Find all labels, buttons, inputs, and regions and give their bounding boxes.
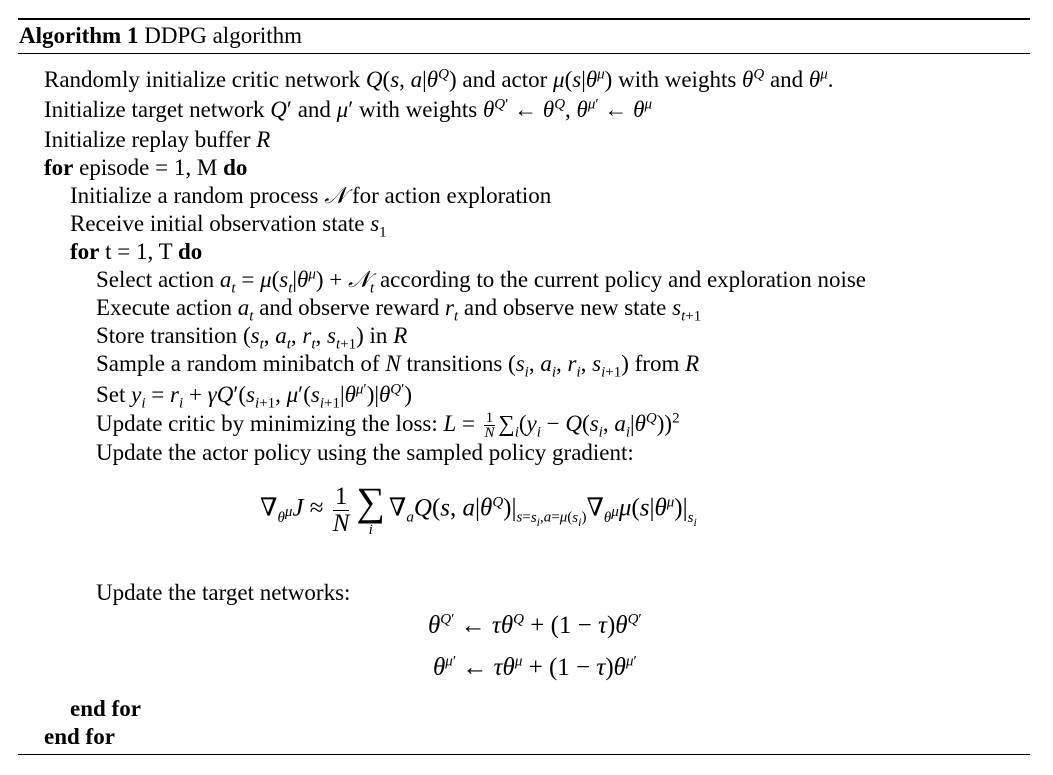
loop-episode: for episode = 1, M do <box>44 155 248 180</box>
algorithm-caption <box>19 21 302 51</box>
end-for-timestep: end for <box>70 696 141 721</box>
loop-timestep: for t = 1, T do <box>70 239 203 264</box>
step-receive-state: Receive initial observation state $s_1$ <box>70 211 387 241</box>
step-init-target: Initialize target network Q′ and μ′ with weights $\theta^{Q'}$ ← $\theta^Q$, $\theta^{\mu'}$ ← $\theta^\mu$ <box>44 96 653 122</box>
policy-gradient-equation: $\nabla_{\theta^\mu}J$ ≈ $\frac{1}{N}$ ∑ i $\nabla_aQ(s$, $a|\theta^Q)|_{s=s_i,a=\mu(s_i)}\nabla_{\theta^\mu}\mu(s|\theta^\mu)|_{s_i}$ <box>260 479 697 538</box>
step-init-critic-actor: Randomly initialize critic network Q(s, $a|\theta^Q$) and actor $\mu(s|\theta^\mu)$ with weights $\theta^Q$ and $\theta^\mu$. <box>44 66 834 92</box>
target-update-critic-equation: $\theta^{Q'}$ ← $\tau\theta^Q + (1 - \tau)\theta^{Q'}$ <box>428 611 642 639</box>
bottom-rule <box>18 754 1030 755</box>
step-set-target: Set $y_i = r_i + \gamma Q'(s_{i+1}$, $\mu'(s_{i+1}|\theta^{\mu'})|\theta^{Q'}$) <box>96 381 413 412</box>
target-update-actor-equation: $\theta^{\mu'}$ ← $\tau\theta^\mu + (1 - \tau)\theta^{\mu'}$ <box>433 653 637 681</box>
step-update-target-networks: Update the target networks: <box>96 580 351 605</box>
end-for-episode: end for <box>44 724 115 749</box>
algorithm-name: DDPG algorithm <box>144 23 303 48</box>
step-sample-minibatch: Sample a random minibatch of N transitions ($s_i$, $a_i$, $r_i$, $s_{i+1}$) from R <box>96 351 700 381</box>
top-rule <box>18 18 1030 20</box>
caption-rule <box>18 53 1030 54</box>
step-store-transition: Store transition ($s_t$, $a_t$, $r_t$, $s_{t+1}$) in R <box>96 323 408 353</box>
step-init-random-process: Initialize a random process 𝒩 for action exploration <box>70 183 552 209</box>
step-update-actor: Update the actor policy using the sampled policy gradient: <box>96 440 634 465</box>
algorithm-label: Algorithm 1 <box>19 23 139 48</box>
step-update-critic: Update critic by minimizing the loss: L = $\frac{1}{N}$ $\sum_i(y_i - Q(s_i$, $a_i|\theta^Q))^2$ <box>96 410 680 442</box>
step-execute-action: Execute action $a_t$ and observe reward $r_t$ and observe new state $s_{t+1}$ <box>96 295 702 325</box>
step-select-action: Select action $a_t = \mu(s_t|\theta^\mu)$ + 𝒩$_t$ according to the current policy and exploration noise <box>96 266 867 297</box>
step-init-replay-buffer: Initialize replay buffer R <box>44 127 271 152</box>
